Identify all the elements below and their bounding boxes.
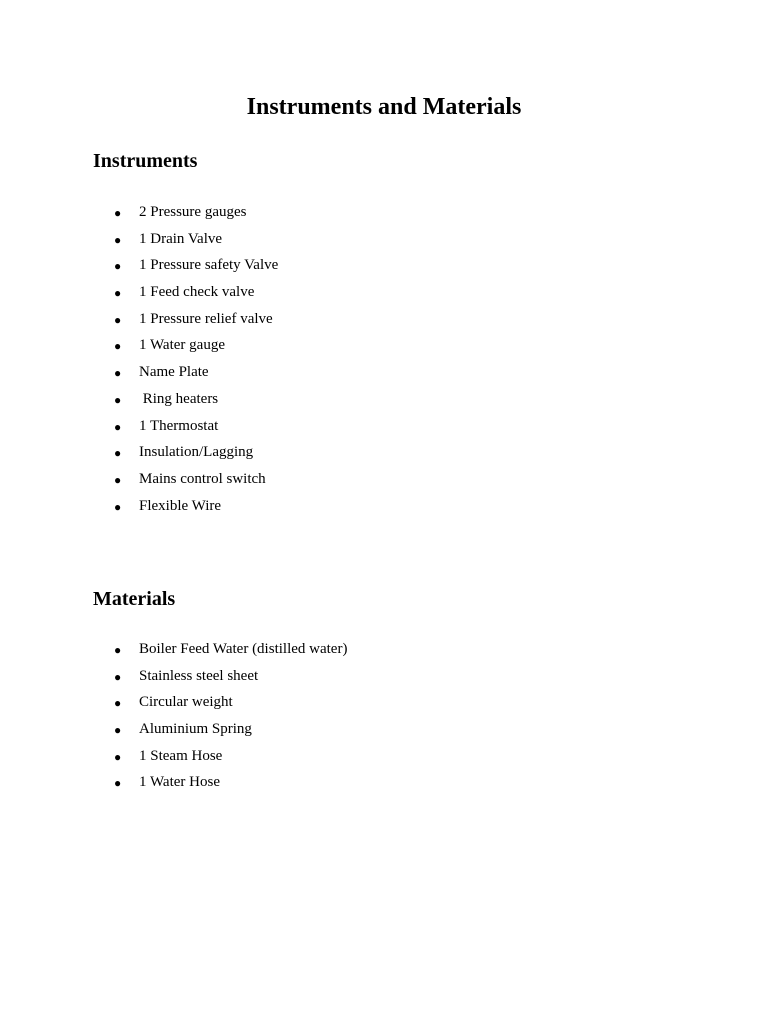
list-item-text: Circular weight xyxy=(139,694,233,711)
list-item-text: 2 Pressure gauges xyxy=(139,204,247,220)
list-item-text: Insulation/Lagging xyxy=(139,444,254,461)
list-item-text: Boiler Feed Water (distilled water) xyxy=(139,641,348,657)
list-item xyxy=(0,202,768,229)
list-item xyxy=(0,282,768,309)
bullet-icon: ● xyxy=(114,366,122,381)
list-item-text: 1 Pressure safety Valve xyxy=(139,257,279,274)
list-item-text: 1 Water Hose xyxy=(139,774,220,791)
bullet-icon: ● xyxy=(114,723,122,738)
list-item-text: Mains control switch xyxy=(139,470,266,487)
list-item xyxy=(0,719,768,746)
list-item xyxy=(0,469,768,496)
list-item xyxy=(0,746,768,773)
bullet-icon: ● xyxy=(114,339,122,354)
list-item xyxy=(0,496,768,523)
section-heading-materials: Materials xyxy=(93,588,176,610)
list-item xyxy=(0,442,768,469)
list-item xyxy=(0,639,768,666)
list-item xyxy=(0,416,768,443)
list-item-text: Name Plate xyxy=(139,364,209,381)
bullet-icon: ● xyxy=(114,392,122,407)
bullet-icon: ● xyxy=(114,696,122,711)
list-item xyxy=(0,255,768,282)
materials-list xyxy=(0,639,768,799)
list-item-text: Aluminium Spring xyxy=(139,721,252,738)
list-item-text: 1 Water gauge xyxy=(139,337,225,354)
bullet-icon: ● xyxy=(114,206,122,220)
bullet-icon: ● xyxy=(114,232,122,247)
bullet-icon: ● xyxy=(114,749,122,764)
bullet-icon: ● xyxy=(114,472,122,487)
bullet-icon: ● xyxy=(114,643,122,657)
list-item-text: Stainless steel sheet xyxy=(139,667,259,684)
list-item xyxy=(0,335,768,362)
list-item-text: Flexible Wire xyxy=(139,497,222,514)
bullet-icon: ● xyxy=(114,499,122,514)
list-item xyxy=(0,389,768,416)
list-item xyxy=(0,692,768,719)
list-item xyxy=(0,229,768,256)
list-item-text: 1 Thermostat xyxy=(139,417,219,434)
list-item xyxy=(0,666,768,693)
list-item-text: 1 Drain Valve xyxy=(139,230,223,247)
bullet-icon: ● xyxy=(114,259,122,274)
page-title: Instruments and Materials xyxy=(246,94,522,120)
bullet-icon: ● xyxy=(114,669,122,684)
bullet-icon: ● xyxy=(114,286,122,301)
list-item xyxy=(0,772,768,799)
bullet-icon: ● xyxy=(114,446,122,461)
bullet-icon: ● xyxy=(114,776,122,791)
list-item xyxy=(0,362,768,389)
section-heading-instruments: Instruments xyxy=(93,150,198,172)
bullet-icon: ● xyxy=(114,419,122,434)
list-item-text: 1 Pressure relief valve xyxy=(139,310,273,327)
list-item xyxy=(0,309,768,336)
list-item-text: 1 Steam Hose xyxy=(139,747,223,764)
instruments-list xyxy=(0,202,768,522)
list-item-text: Ring heaters xyxy=(139,390,219,407)
list-item-text: 1 Feed check valve xyxy=(139,284,255,301)
bullet-icon: ● xyxy=(114,312,122,327)
